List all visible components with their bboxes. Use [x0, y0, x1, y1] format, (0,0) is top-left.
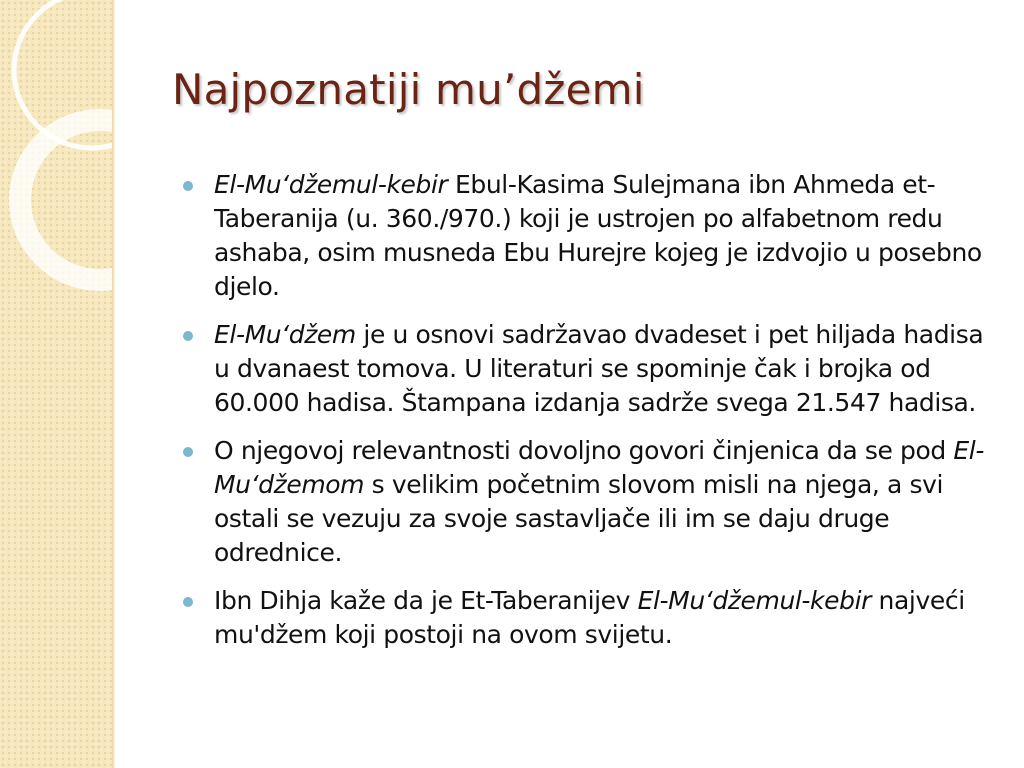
bullet-item-1	[180, 168, 1000, 304]
decorative-circles	[0, 0, 112, 768]
bullet-3-text-before: O njegovoj relevantnosti dovoljno govori činjenica da se pod	[214, 436, 954, 465]
bullet-item-3	[180, 434, 1000, 570]
bullet-dot-icon	[183, 597, 193, 607]
bullet-dot-icon	[183, 331, 193, 341]
bullet-1-italic: El-Mu‘džemul-kebir	[214, 170, 448, 199]
bullet-4-text-after: najveći mu'džem koji postoji na ovom svijetu.	[214, 586, 965, 649]
bullet-3-text-after: s velikim početnim slovom misli na njega, a svi ostali se vezuju za svoje sastavljače ili im se daju druge odrednice.	[214, 470, 944, 567]
bullet-item-2	[180, 318, 1000, 420]
decorative-sidebar	[0, 0, 112, 768]
sidebar-edge	[112, 0, 116, 768]
bullet-2-text: je u osnovi sadržavao dvadeset i pet hiljada hadisa u dvanaest tomova. U literaturi se spominje čak i brojka od 60.000 hadisa. Štampana izdanja sadrže svega 21.547 hadisa.	[214, 320, 984, 417]
bullet-dot-icon	[183, 447, 193, 457]
bullet-list	[180, 168, 1000, 666]
bullet-1-text: Ebul-Kasima Sulejmana ibn Ahmeda et-Taberanija (u. 360./970.) koji je ustrojen po alfabetnom redu ashaba, osim musneda Ebu Hurejre kojeg je izdvojio u posebno djelo.	[214, 170, 982, 301]
bullet-4-italic: El-Mu‘džemul-kebir	[637, 586, 872, 615]
bullet-item-4	[180, 584, 1000, 652]
bullet-4-text-before: Ibn Dihja kaže da je Et-Taberanijev	[214, 586, 638, 615]
bullet-3-italic: El-Mu‘džemom	[214, 436, 984, 499]
slide-title: Najpoznatiji mu’džemi	[172, 65, 645, 114]
bullet-2-italic: El-Mu‘džem	[214, 320, 356, 349]
bullet-dot-icon	[183, 181, 193, 191]
